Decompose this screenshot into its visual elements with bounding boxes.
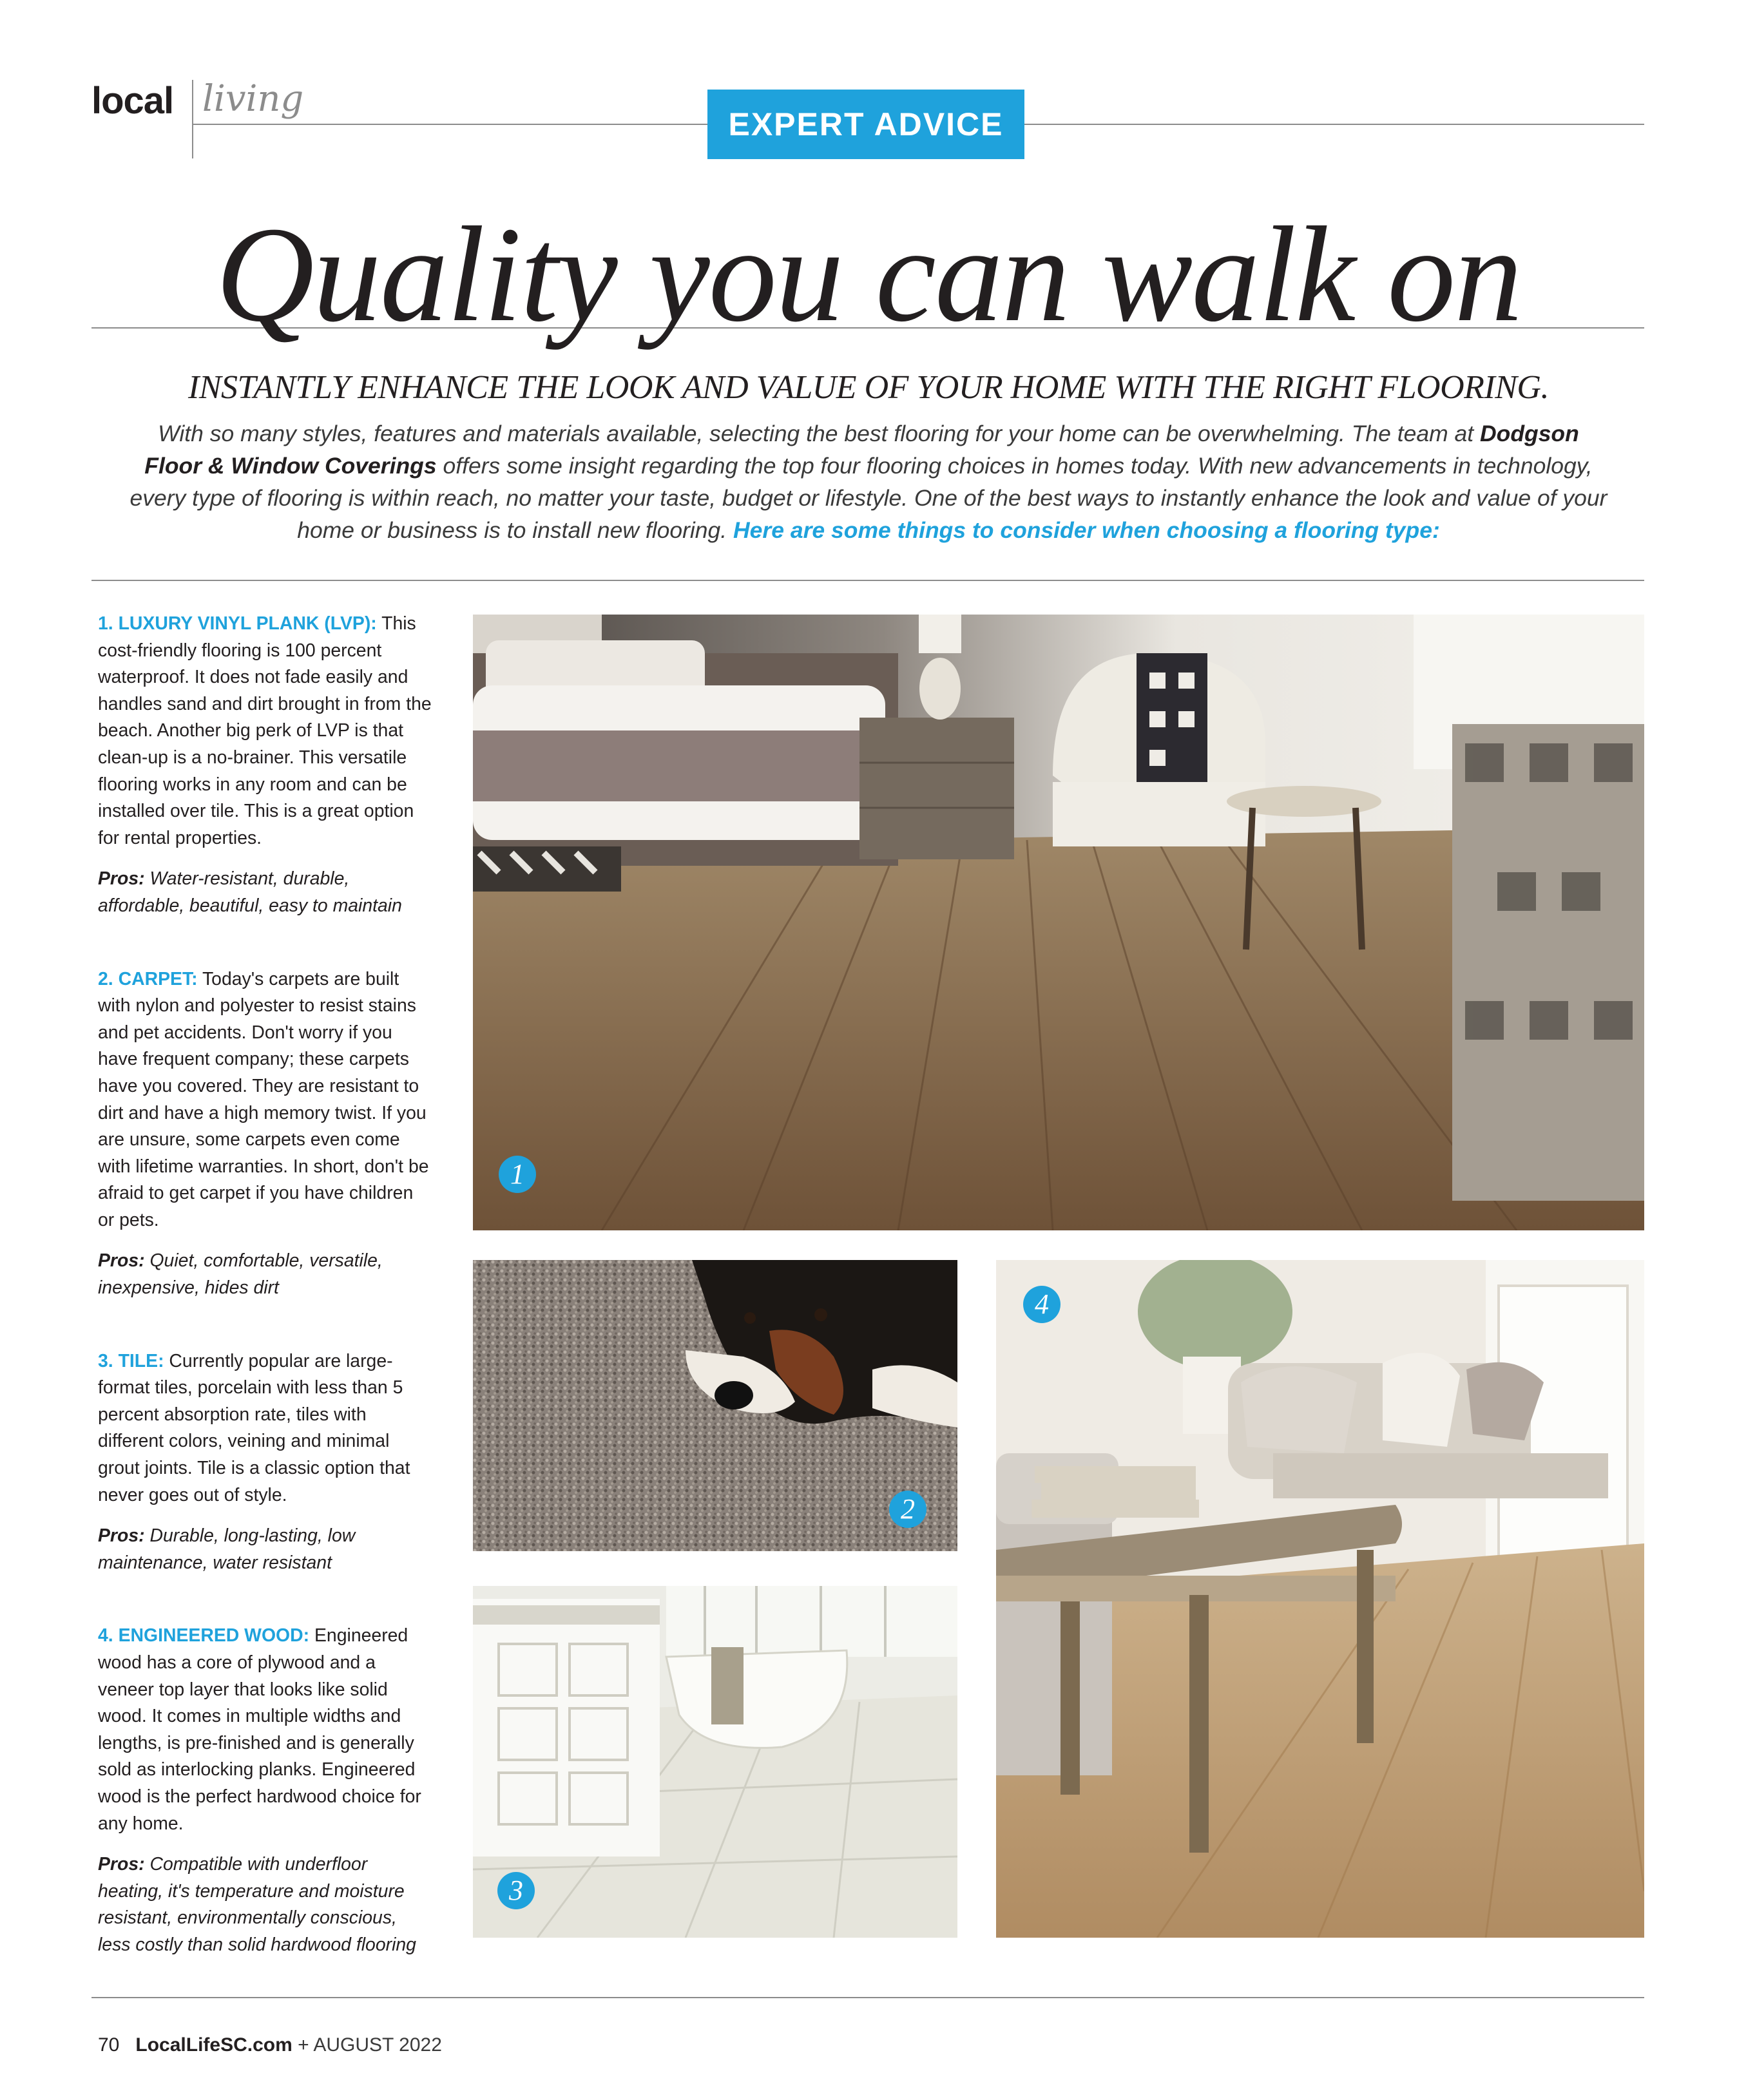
photo-number-4: 4 — [1023, 1286, 1060, 1323]
footer-separator: + — [298, 2034, 309, 2056]
intro-text-2: offers some insight regarding the top four flooring choices in homes today. With new advancements in technology, every type of flooring is within reach, no matter your taste, budget or lifestyle. One of the best ways to instantly enhance the look and value of your home or business is to install new flooring. — [130, 453, 1607, 543]
item-heading: 4. ENGINEERED WOOD: — [98, 1625, 310, 1647]
intro-paragraph — [126, 417, 1611, 546]
footer-site: LocalLifeSC.com — [135, 2034, 293, 2056]
brand-logo-living: living — [202, 78, 304, 120]
item-heading: 1. LUXURY VINYL PLANK (LVP): — [98, 613, 377, 634]
page-number: 70 — [98, 2034, 120, 2056]
subheadline: INSTANTLY ENHANCE THE LOOK AND VALUE OF YOUR HOME WITH THE RIGHT FLOORING. — [188, 369, 1549, 406]
pros-text: Durable, long-lasting, low maintenance, water resistant — [98, 1525, 356, 1573]
brand-divider — [192, 80, 193, 158]
page-title: Quality you can walk on — [215, 198, 1522, 350]
pros-text: Quiet, comfortable, versatile, inexpensive, hides dirt — [98, 1250, 383, 1299]
item-pros — [98, 1851, 433, 1958]
photo-number-2: 2 — [889, 1491, 926, 1528]
photo-number-1: 1 — [499, 1156, 536, 1193]
item-body: Today's carpets are built with nylon and polyester to resist stains and pet accidents. Don't worry if you have frequent company; these carpets have you covered. They are resistant to dirt and have a high memory twist. If you are unsure, some carpets even come with lifetime warranties. In short, don't be afraid to get carpet if you have children or pets. — [98, 968, 429, 1230]
intro-rule — [91, 580, 1644, 581]
footer-rule — [91, 1997, 1644, 1998]
pros-text: Water-resistant, durable, affordable, beautiful, easy to maintain — [98, 868, 402, 916]
item-body: Currently popular are large-format tiles, porcelain with less than 5 percent absorption rate, tiles with different colors, veining and minimal grout joints. Tile is a classic option that never goes out of style. — [98, 1350, 410, 1505]
item-pros — [98, 866, 433, 919]
pros-label: Pros: — [98, 1854, 145, 1875]
pros-label: Pros: — [98, 1525, 145, 1547]
carpet-illustration — [473, 1260, 957, 1551]
intro-cta: Here are some things to consider when choosing a flooring type: — [733, 517, 1440, 543]
pros-label: Pros: — [98, 868, 145, 890]
item-tile — [98, 1348, 433, 1509]
photo-carpet-dog — [473, 1260, 957, 1551]
item-engineered-wood — [98, 1623, 433, 1837]
item-pros — [98, 1523, 433, 1576]
photo-bathroom-tile — [473, 1586, 957, 1938]
brand-logo-local: local — [91, 80, 174, 122]
bathroom-illustration — [473, 1586, 957, 1938]
item-pros — [98, 1248, 433, 1301]
pros-label: Pros: — [98, 1250, 145, 1272]
header-rule-right — [1024, 124, 1644, 125]
photo-bedroom-lvp — [473, 615, 1644, 1230]
footer-date: AUGUST 2022 — [313, 2034, 442, 2056]
header-rule-left — [192, 124, 707, 125]
section-badge: EXPERT ADVICE — [707, 90, 1024, 159]
intro-company: Dodgson Floor & Window Coverings — [144, 421, 1579, 479]
page-footer — [98, 2034, 442, 2056]
item-heading: 2. CARPET: — [98, 968, 198, 989]
item-heading: 3. TILE: — [98, 1350, 164, 1371]
livingroom-illustration — [996, 1260, 1644, 1938]
photo-number-3: 3 — [497, 1872, 535, 1909]
bedroom-illustration — [473, 615, 1644, 1230]
photo-engineered-wood — [996, 1260, 1644, 1938]
item-carpet — [98, 966, 433, 1234]
item-body: Engineered wood has a core of plywood and a veneer top layer that looks like solid wood. It comes in multiple widths and lengths, is pre-finished and is generally sold as interlocking planks. Engineered wood is the perfect hardwood choice for any home. — [98, 1625, 421, 1834]
item-lvp — [98, 611, 433, 852]
pros-text: Compatible with underfloor heating, it's temperature and moisture resistant, environmentally conscious, less costly than solid hardwood flooring — [98, 1854, 416, 1955]
flooring-types-column — [98, 611, 433, 1959]
item-body: This cost-friendly flooring is 100 percent waterproof. It does not fade easily and handles sand and dirt brought in from the beach. Another big perk of LVP is that clean-up is a no-brainer. This versatile flooring works in any room and can be installed over tile. This is a great option for rental properties. — [98, 613, 432, 848]
intro-text-1: With so many styles, features and materials available, selecting the best flooring for your home can be overwhelming. The team at — [158, 421, 1474, 446]
